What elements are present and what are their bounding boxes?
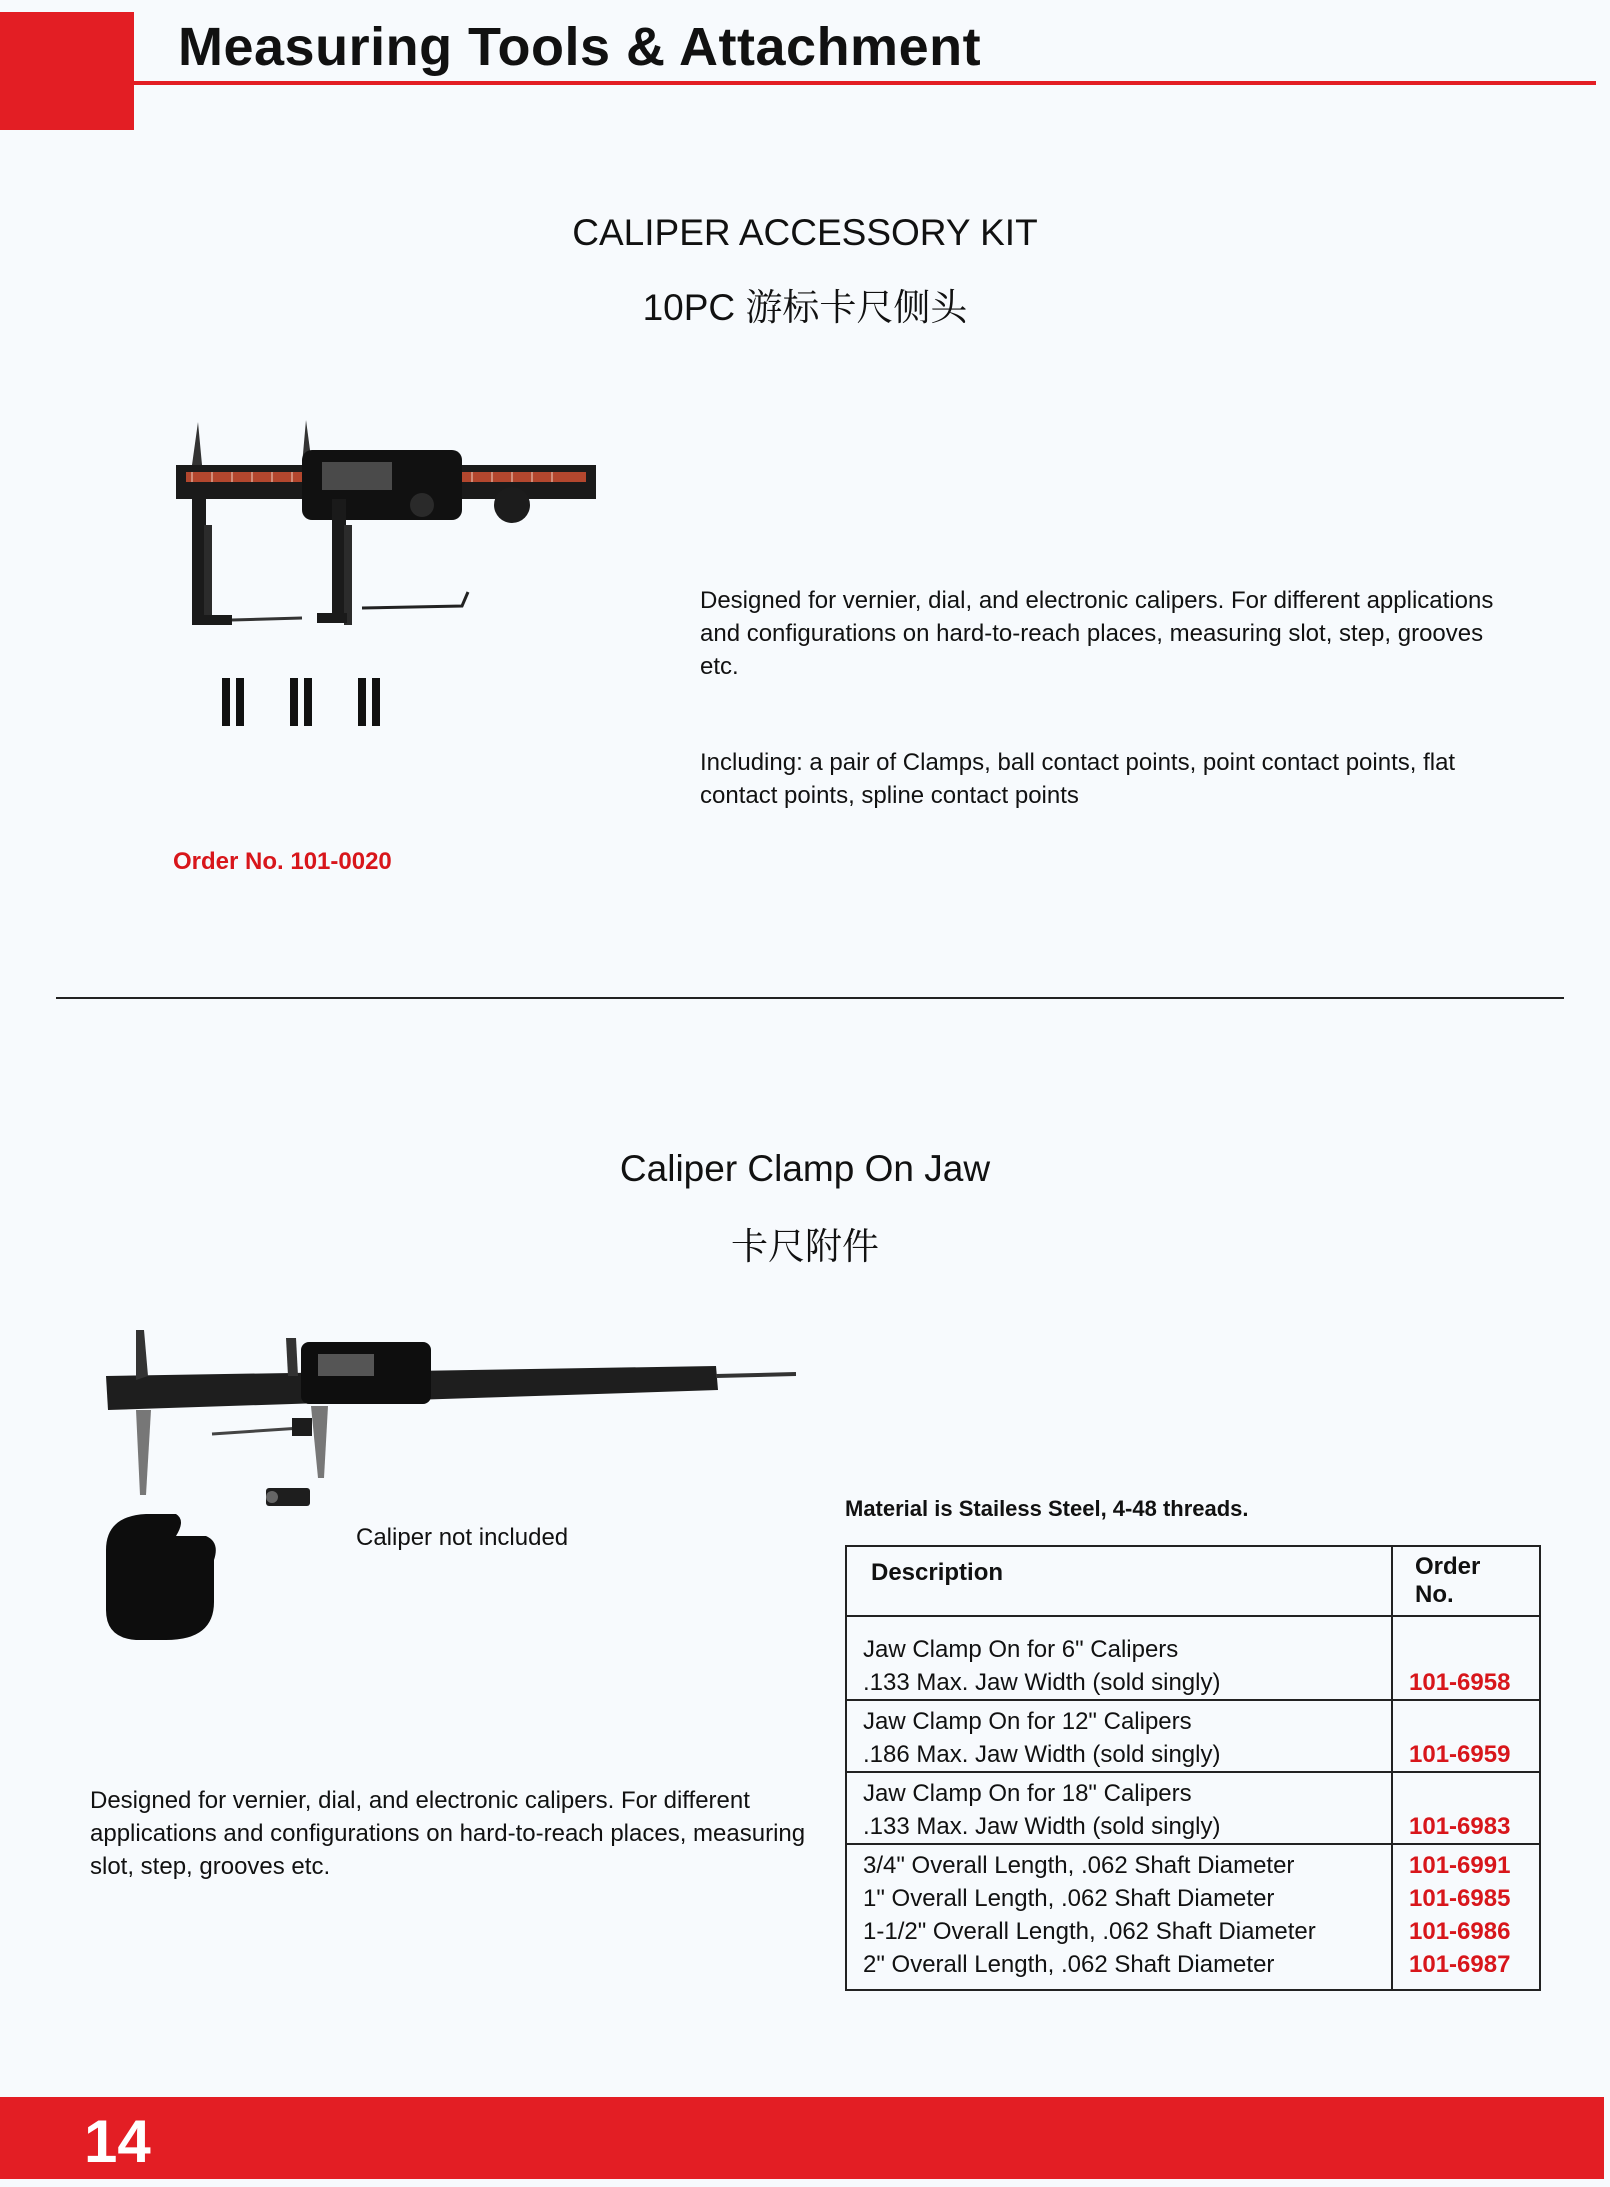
description-line: .133 Max. Jaw Width (sold singly) — [863, 1669, 1221, 1696]
page-title: Measuring Tools & Attachment — [178, 17, 982, 77]
section-divider — [56, 997, 1564, 999]
order-number: 101-6959 — [1409, 1741, 1511, 1768]
row-order-no — [1392, 1772, 1540, 1844]
order-number: 101-6985 — [1409, 1885, 1511, 1912]
description-line: 1" Overall Length, .062 Shaft Diameter — [863, 1885, 1275, 1912]
description-line: .186 Max. Jaw Width (sold singly) — [863, 1741, 1221, 1768]
description-line: 3/4" Overall Length, .062 Shaft Diameter — [863, 1852, 1295, 1879]
row-description — [846, 1772, 1392, 1844]
caliper-note: Caliper not included — [356, 1524, 569, 1551]
table-row — [846, 1844, 1540, 1990]
order-number: 101-6983 — [1409, 1813, 1511, 1840]
kit-title: CALIPER ACCESSORY KIT — [572, 212, 1038, 253]
table-row — [846, 1772, 1540, 1844]
header-order-no: Order No. — [1392, 1546, 1540, 1616]
header-rule — [134, 81, 1596, 85]
caliper-kit-image — [172, 410, 612, 740]
order-number: 101-6986 — [1409, 1918, 1511, 1945]
jaw-title: Caliper Clamp On Jaw — [619, 1148, 991, 1189]
kit-order-number: Order No. 101-0020 — [173, 848, 392, 875]
description-line: Jaw Clamp On for 18" Calipers — [863, 1780, 1192, 1807]
footer-bar — [0, 2097, 1604, 2179]
jaw-description: Designed for vernier, dial, and electronic calipers. For different applications and configurations on hard-to-reach places, measuring slot, step, grooves etc. — [90, 1787, 806, 1880]
description-line: Jaw Clamp On for 6" Calipers — [863, 1636, 1179, 1663]
order-number: 101-6958 — [1409, 1669, 1511, 1696]
table-header-row — [846, 1546, 1540, 1616]
row-description — [846, 1700, 1392, 1772]
page-number: 14 — [84, 2108, 151, 2175]
header-red-block — [0, 12, 134, 130]
kit-subtitle: 10PC 游标卡尺侧头 — [642, 287, 968, 328]
table-row — [846, 1700, 1540, 1772]
row-order-no — [1392, 1616, 1540, 1700]
description-line: 2" Overall Length, .062 Shaft Diameter — [863, 1951, 1275, 1978]
description-line: .133 Max. Jaw Width (sold singly) — [863, 1813, 1221, 1840]
caliper-clamp-image — [96, 1310, 796, 1650]
row-description — [846, 1844, 1392, 1990]
order-table — [845, 1545, 1541, 1991]
order-number: 101-6991 — [1409, 1852, 1511, 1879]
jaw-subtitle: 卡尺附件 — [731, 1226, 879, 1267]
material-note: Material is Stailess Steel, 4-48 threads. — [845, 1496, 1249, 1521]
row-description — [846, 1616, 1392, 1700]
header-description: Description — [846, 1546, 1392, 1616]
kit-including: Including: a pair of Clamps, ball contact points, point contact points, flat contact points, spline contact points — [700, 749, 1456, 809]
row-order-no — [1392, 1844, 1540, 1990]
description-line: Jaw Clamp On for 12" Calipers — [863, 1708, 1192, 1735]
description-line: 1-1/2" Overall Length, .062 Shaft Diameter — [863, 1918, 1316, 1945]
row-order-no — [1392, 1700, 1540, 1772]
table-row — [846, 1616, 1540, 1700]
order-number: 101-6987 — [1409, 1951, 1511, 1978]
kit-description: Designed for vernier, dial, and electronic calipers. For different applications and configurations on hard-to-reach places, measuring slot, step, grooves etc. — [700, 587, 1494, 680]
